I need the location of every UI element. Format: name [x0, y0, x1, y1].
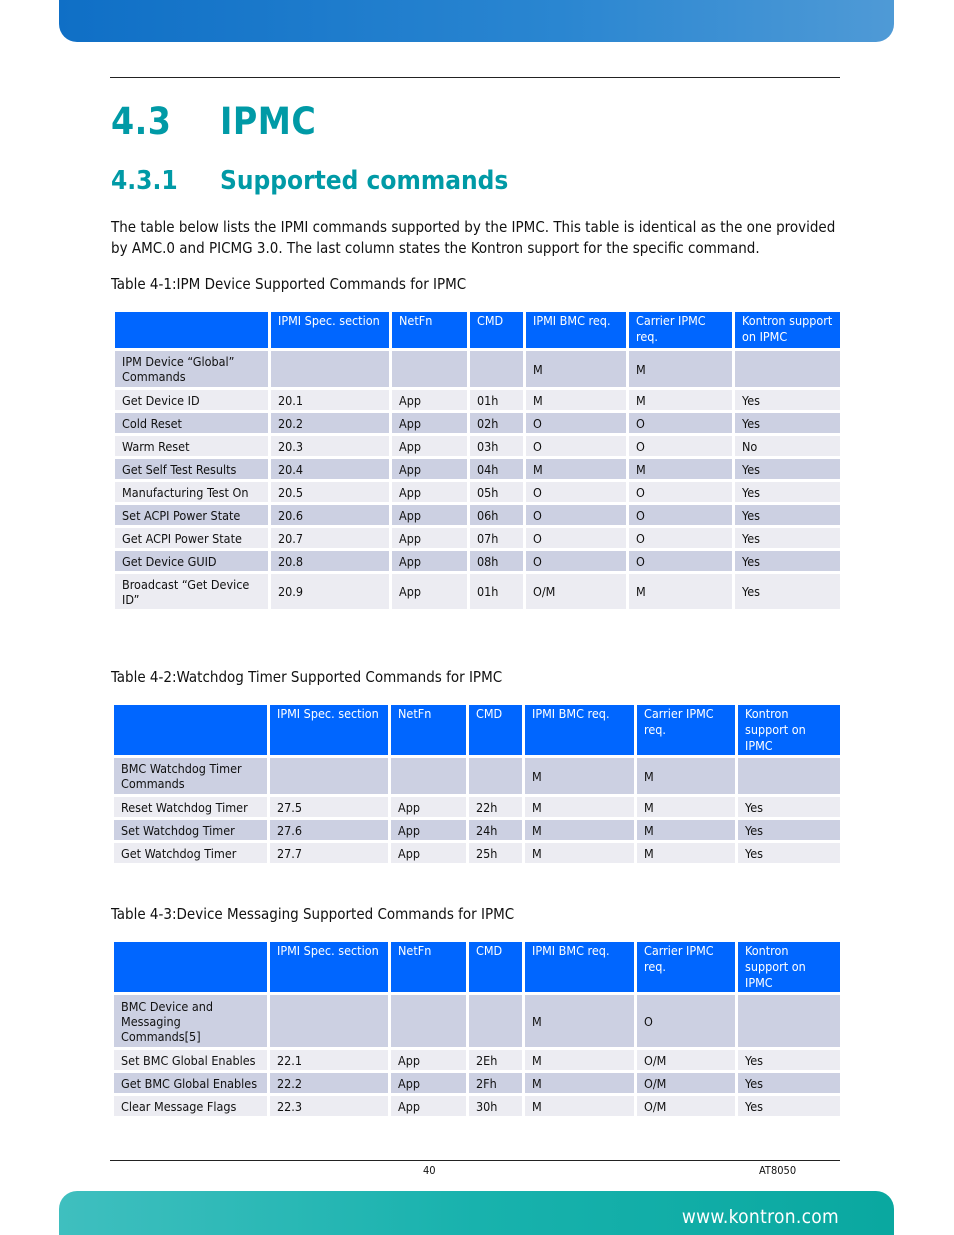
- table-cell: Yes: [735, 390, 840, 410]
- table-cell: M: [525, 758, 634, 794]
- table-cell: Yes: [738, 1096, 840, 1116]
- column-header: NetFn: [392, 312, 467, 348]
- subsection-heading: [111, 166, 508, 196]
- column-header: [115, 312, 268, 348]
- table-cell: 02h: [470, 413, 523, 433]
- table-cell: App: [392, 482, 467, 502]
- table-cell: 01h: [470, 574, 523, 609]
- command-name-cell: Get Device GUID: [115, 551, 268, 571]
- command-name-cell: Reset Watchdog Timer: [114, 797, 267, 817]
- table-header-row: [114, 705, 840, 755]
- table-cell: 22.2: [270, 1073, 388, 1093]
- table-cell: M: [637, 758, 735, 794]
- table-cell: Yes: [735, 574, 840, 609]
- website-link[interactable]: www.kontron.com: [681, 1206, 839, 1228]
- column-header: CMD: [469, 942, 522, 992]
- table-cell: 20.3: [271, 436, 389, 456]
- table-cell: App: [392, 574, 467, 609]
- command-name-cell: Get Self Test Results: [115, 459, 268, 479]
- table-cell: 20.7: [271, 528, 389, 548]
- column-header: IPMI BMC req.: [526, 312, 626, 348]
- top-banner: [59, 0, 894, 42]
- table-cell: Yes: [735, 528, 840, 548]
- table-header-row: [114, 942, 840, 992]
- table-cell: 20.8: [271, 551, 389, 571]
- table-cell: App: [391, 1050, 466, 1070]
- table-cell: 20.6: [271, 505, 389, 525]
- column-header: Carrier IPMC req.: [629, 312, 732, 348]
- table-cell: O: [637, 995, 735, 1047]
- table-cell: App: [392, 390, 467, 410]
- table-cell: O: [526, 551, 626, 571]
- command-name-cell: Get BMC Global Enables: [114, 1073, 267, 1093]
- device-messaging-commands-table: [111, 939, 843, 1119]
- table-cell: App: [391, 1073, 466, 1093]
- table-caption-3: Table 4-3:Device Messaging Supported Commands for IPMC: [111, 905, 515, 923]
- column-header: [114, 705, 267, 755]
- table-row: [114, 1050, 840, 1070]
- command-name-cell: IPM Device “Global” Commands: [115, 351, 268, 387]
- table-cell: App: [392, 413, 467, 433]
- column-header: [114, 942, 267, 992]
- column-header: Kontron support on IPMC: [738, 942, 840, 992]
- table-cell: O: [629, 482, 732, 502]
- command-name-cell: Clear Message Flags: [114, 1096, 267, 1116]
- table-cell: 20.2: [271, 413, 389, 433]
- command-name-cell: BMC Watchdog Timer Commands: [114, 758, 267, 794]
- table-cell: O/M: [637, 1073, 735, 1093]
- document-id: AT8050: [759, 1164, 797, 1177]
- table-cell: Yes: [735, 459, 840, 479]
- table-cell: 22.1: [270, 1050, 388, 1070]
- table-row: [115, 528, 840, 548]
- table-cell: M: [629, 351, 732, 387]
- table-cell: 27.5: [270, 797, 388, 817]
- command-name-cell: Cold Reset: [115, 413, 268, 433]
- table-cell: Yes: [735, 551, 840, 571]
- table-cell: M: [629, 390, 732, 410]
- table-cell: O: [629, 505, 732, 525]
- column-header: NetFn: [391, 942, 466, 992]
- table-row: [114, 758, 840, 794]
- column-header: CMD: [470, 312, 523, 348]
- table-cell: 22h: [469, 797, 522, 817]
- table-cell: O: [629, 436, 732, 456]
- section-heading: [111, 100, 316, 143]
- table-cell: 27.7: [270, 843, 388, 863]
- table-cell: 08h: [470, 551, 523, 571]
- table-row: [115, 482, 840, 502]
- command-name-cell: Get Watchdog Timer: [114, 843, 267, 863]
- table-cell: [738, 758, 840, 794]
- table-row: [115, 436, 840, 456]
- footer-rule: [110, 1160, 840, 1161]
- table-cell: App: [392, 551, 467, 571]
- table-cell: Yes: [738, 797, 840, 817]
- table-cell: [469, 995, 522, 1047]
- table-row: [114, 1096, 840, 1116]
- command-name-cell: Broadcast “Get Device ID”: [115, 574, 268, 609]
- column-header: IPMI BMC req.: [525, 705, 634, 755]
- table-row: [115, 551, 840, 571]
- table-cell: 07h: [470, 528, 523, 548]
- column-header: IPMI Spec. section: [270, 942, 388, 992]
- table-row: [115, 351, 840, 387]
- section-number: 4.3: [111, 100, 172, 143]
- table-cell: [270, 758, 388, 794]
- table-cell: 04h: [470, 459, 523, 479]
- table-cell: App: [392, 528, 467, 548]
- column-header: Carrier IPMC req.: [637, 942, 735, 992]
- table-row: [115, 505, 840, 525]
- table-cell: [470, 351, 523, 387]
- table-cell: Yes: [735, 482, 840, 502]
- table-cell: O/M: [637, 1050, 735, 1070]
- table-header-row: [115, 312, 840, 348]
- table-cell: [391, 758, 466, 794]
- table-cell: [271, 351, 389, 387]
- table-cell: [469, 758, 522, 794]
- table-cell: App: [392, 459, 467, 479]
- table-row: [114, 797, 840, 817]
- table-cell: Yes: [735, 505, 840, 525]
- table-cell: 06h: [470, 505, 523, 525]
- table-cell: App: [391, 843, 466, 863]
- table-cell: 22.3: [270, 1096, 388, 1116]
- column-header: Kontron support on IPMC: [735, 312, 840, 348]
- subsection-title: Supported commands: [220, 166, 509, 196]
- table-cell: [738, 995, 840, 1047]
- table-cell: 03h: [470, 436, 523, 456]
- bottom-banner: [59, 1191, 894, 1235]
- table-cell: M: [525, 995, 634, 1047]
- table-cell: O: [526, 528, 626, 548]
- table-cell: O: [629, 551, 732, 571]
- table-row: [114, 843, 840, 863]
- table-cell: 01h: [470, 390, 523, 410]
- column-header: IPMI Spec. section: [270, 705, 388, 755]
- table-cell: 2Fh: [469, 1073, 522, 1093]
- table-cell: App: [391, 820, 466, 840]
- table-cell: 2Eh: [469, 1050, 522, 1070]
- table-cell: Yes: [738, 1050, 840, 1070]
- table-cell: M: [629, 574, 732, 609]
- table-cell: M: [637, 843, 735, 863]
- table-cell: O/M: [637, 1096, 735, 1116]
- intro-paragraph: The table below lists the IPMI commands supported by the IPMC. This table is identical as the one provided by AMC.0 and PICMG 3.0. The last column states the Kontron support for the specific command.: [111, 218, 836, 257]
- command-name-cell: Set ACPI Power State: [115, 505, 268, 525]
- table-cell: O: [629, 413, 732, 433]
- table-cell: 20.5: [271, 482, 389, 502]
- table-cell: O: [526, 413, 626, 433]
- table-cell: O: [629, 528, 732, 548]
- column-header: IPMI Spec. section: [271, 312, 389, 348]
- command-name-cell: Set Watchdog Timer: [114, 820, 267, 840]
- table-cell: M: [525, 797, 634, 817]
- table-cell: O/M: [526, 574, 626, 609]
- header-rule: [110, 77, 840, 78]
- column-header: Carrier IPMC req.: [637, 705, 735, 755]
- table-cell: M: [525, 820, 634, 840]
- table-cell: Yes: [738, 820, 840, 840]
- table-cell: 27.6: [270, 820, 388, 840]
- table-cell: O: [526, 482, 626, 502]
- table-cell: M: [629, 459, 732, 479]
- table-row: [114, 820, 840, 840]
- table-row: [115, 390, 840, 410]
- table-cell: [391, 995, 466, 1047]
- subsection-number: 4.3.1: [111, 166, 178, 196]
- table-cell: M: [526, 351, 626, 387]
- table-cell: 25h: [469, 843, 522, 863]
- table-cell: 05h: [470, 482, 523, 502]
- table-cell: 24h: [469, 820, 522, 840]
- table-cell: M: [526, 390, 626, 410]
- table-cell: M: [637, 820, 735, 840]
- table-cell: App: [392, 436, 467, 456]
- command-name-cell: BMC Device and Messaging Commands[5]: [114, 995, 267, 1047]
- command-name-cell: Get Device ID: [115, 390, 268, 410]
- table-cell: M: [525, 1073, 634, 1093]
- table-caption-1: Table 4-1:IPM Device Supported Commands for IPMC: [111, 275, 467, 293]
- table-cell: 30h: [469, 1096, 522, 1116]
- table-cell: App: [391, 797, 466, 817]
- table-cell: O: [526, 436, 626, 456]
- watchdog-timer-commands-table: [111, 702, 843, 866]
- table-cell: [392, 351, 467, 387]
- table-cell: M: [637, 797, 735, 817]
- table-cell: App: [391, 1096, 466, 1116]
- column-header: CMD: [469, 705, 522, 755]
- table-cell: No: [735, 436, 840, 456]
- table-cell: M: [525, 1050, 634, 1070]
- table-cell: Yes: [738, 843, 840, 863]
- table-row: [115, 574, 840, 609]
- command-name-cell: Warm Reset: [115, 436, 268, 456]
- table-cell: 20.9: [271, 574, 389, 609]
- table-cell: 20.4: [271, 459, 389, 479]
- table-row: [115, 413, 840, 433]
- column-header: NetFn: [391, 705, 466, 755]
- command-name-cell: Manufacturing Test On: [115, 482, 268, 502]
- column-header: Kontron support on IPMC: [738, 705, 840, 755]
- table-cell: O: [526, 505, 626, 525]
- table-row: [114, 1073, 840, 1093]
- table-cell: Yes: [738, 1073, 840, 1093]
- table-row: [114, 995, 840, 1047]
- table-cell: App: [392, 505, 467, 525]
- column-header: IPMI BMC req.: [525, 942, 634, 992]
- table-cell: 20.1: [271, 390, 389, 410]
- section-title: IPMC: [220, 100, 317, 143]
- table-cell: M: [526, 459, 626, 479]
- table-caption-2: Table 4-2:Watchdog Timer Supported Commands for IPMC: [111, 668, 503, 686]
- ipm-device-commands-table: [112, 309, 843, 612]
- page-number: 40: [423, 1164, 436, 1177]
- table-row: [115, 459, 840, 479]
- table-cell: M: [525, 1096, 634, 1116]
- table-cell: [735, 351, 840, 387]
- command-name-cell: Get ACPI Power State: [115, 528, 268, 548]
- table-cell: Yes: [735, 413, 840, 433]
- table-cell: M: [525, 843, 634, 863]
- command-name-cell: Set BMC Global Enables: [114, 1050, 267, 1070]
- table-cell: [270, 995, 388, 1047]
